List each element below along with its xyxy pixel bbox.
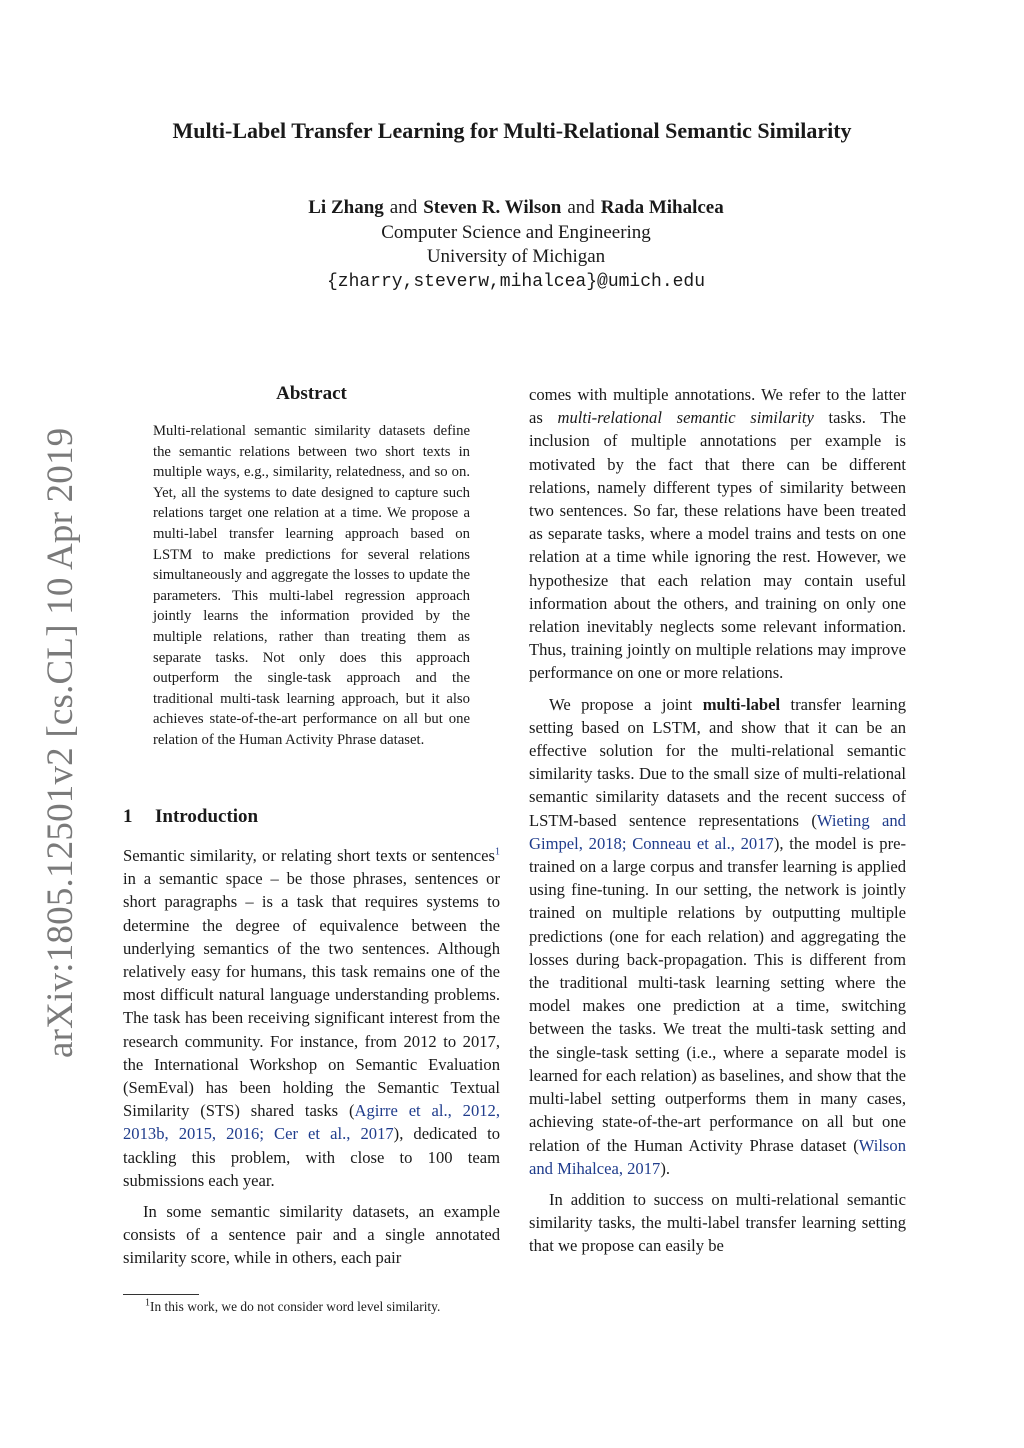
footnote-text: In this work, we do not consider word level similarity.	[150, 1299, 441, 1314]
footnote-divider	[123, 1294, 199, 1295]
affiliation-department: Computer Science and Engineering	[381, 221, 651, 243]
text-run: ), the model is pre-trained on a large corpus and transfer learning is applied using fine-tuning. In our setting, the network is jointly trained on multiple relations by outputting multiple predictions (one for each relation) and aggregating the losses during back-propagation. This is different from the traditional multi-task learning setting where the model makes one prediction at a time, switching between the tasks. We treat the multi-task setting and the single-task setting (i.e., where a separate model is learned for each relation) as baselines, and show that the multi-label setting outperforms them in many cases, achieving state-of-the-art performance on all but one relation of the Human Activity Phrase dataset (	[529, 833, 906, 1155]
text-run: Semantic similarity, or relating short texts or sentences	[123, 846, 495, 865]
text-run: ), dedicated to tackling this problem, with close to 100 team submissions each year.	[123, 1124, 500, 1190]
author-names	[0, 196, 1024, 221]
section-number: 1	[123, 806, 133, 827]
footnote-marker[interactable]: 1	[495, 846, 500, 858]
author-block	[0, 196, 1024, 294]
paragraph: In addition to success on multi-relational semantic similarity tasks, the multi-label transfer learning setting that we propose can easily be	[529, 1189, 906, 1256]
author-conjunction: and	[389, 197, 418, 218]
abstract-text: Multi-relational semantic similarity datasets define the semantic relations between two short texts in multiple ways, e.g., similarity, relatedness, and so on. Yet, all the systems to date designed to capture such relations target one relation at a time. We propose a multi-label transfer learning approach based on LSTM to make predictions for several relations simultaneously and aggregate the losses to update the parameters. This multi-label regression approach jointly learns the information provided by the multiple relations, rather than treating them as separate tasks. Not only does this approach outperform the single-task approach and the traditional multi-task learning approach, but it also achieves state-of-the-art performance on all but one relation of the Human Activity Phrase dataset.	[153, 423, 470, 748]
citation-link[interactable]: Wilson and Mihalcea, 2017	[529, 1135, 906, 1178]
introduction-body	[123, 844, 500, 1270]
abstract-heading: Abstract	[276, 383, 347, 404]
paragraph: In some semantic similarity datasets, an example consists of a sentence pair and a single annotated similarity score, while in others, each pair	[123, 1202, 500, 1268]
emphasized-term: multi-relational semantic similarity	[557, 408, 814, 428]
text-run: comes with multiple annotations. We refer to the latter as	[529, 385, 906, 428]
bold-term: multi-label	[702, 694, 781, 714]
text-run: transfer learning setting based on LSTM, and show that it can be an effective solution for the multi-relational semantic similarity tasks. Due to the small size of multi-relational semantic similarity datasets and the recent success of LSTM-based sentence representations (	[529, 694, 906, 830]
right-column	[529, 383, 906, 1258]
affiliation-university: University of Michigan	[426, 246, 606, 267]
arxiv-identifier-stamp: arXiv:1805.12501v2 [cs.CL] 10 Apr 2019	[39, 427, 81, 1058]
author-name: Rada Mihalcea	[600, 197, 724, 218]
author-name: Li Zhang	[308, 197, 384, 218]
section-heading-introduction	[123, 806, 500, 828]
section-title: Introduction	[155, 806, 259, 827]
citation-link[interactable]: Agirre et al., 2012, 2013b, 2015, 2016; Cer et al., 2017	[123, 1101, 501, 1144]
author-conjunction: and	[567, 197, 595, 218]
paragraph	[529, 383, 906, 685]
footnote-mark: 1	[145, 1297, 150, 1309]
citation-link[interactable]: Wieting and Gimpel, 2018; Conneau et al., 2017	[529, 810, 906, 853]
paper-title: Multi-Label Transfer Learning for Multi-Relational Semantic Similarity	[172, 118, 852, 143]
text-run: in a semantic space – be those phrases, sentences or short paragraphs – is a task that requires systems to determine the degree of equivalence between the underlying semantics of the two sentences. Although relatively easy for humans, this task remains one of the most difficult natural language understanding problems. The task has been receiving significant interest from the research community. For instance, from 2012 to 2017, the International Workshop on Semantic Evaluation (SemEval) has been holding the Semantic Textual Similarity (STS) shared tasks (	[123, 869, 500, 1121]
text-run: tasks. The inclusion of multiple annotations per example is motivated by the fact that there can be different relations, namely different types of similarity between two sentences. So far, these relations have been treated as separate tasks, where a model trains and tests on one relation at a time while ignoring the rest. However, we hypothesize that each relation may contain useful information about the others, and training on only one relation inevitably neglects some relevant information. Thus, training jointly on multiple relations may improve performance on one or more relations.	[529, 408, 906, 683]
author-emails: {zharry,steverw,mihalcea}@umich.edu	[326, 271, 706, 292]
author-name: Steven R. Wilson	[423, 197, 562, 218]
paragraph	[123, 844, 500, 1192]
paragraph	[529, 693, 906, 1180]
text-run: ).	[660, 1158, 671, 1178]
text-run: We propose a joint	[549, 694, 703, 714]
footnote	[145, 1298, 505, 1315]
